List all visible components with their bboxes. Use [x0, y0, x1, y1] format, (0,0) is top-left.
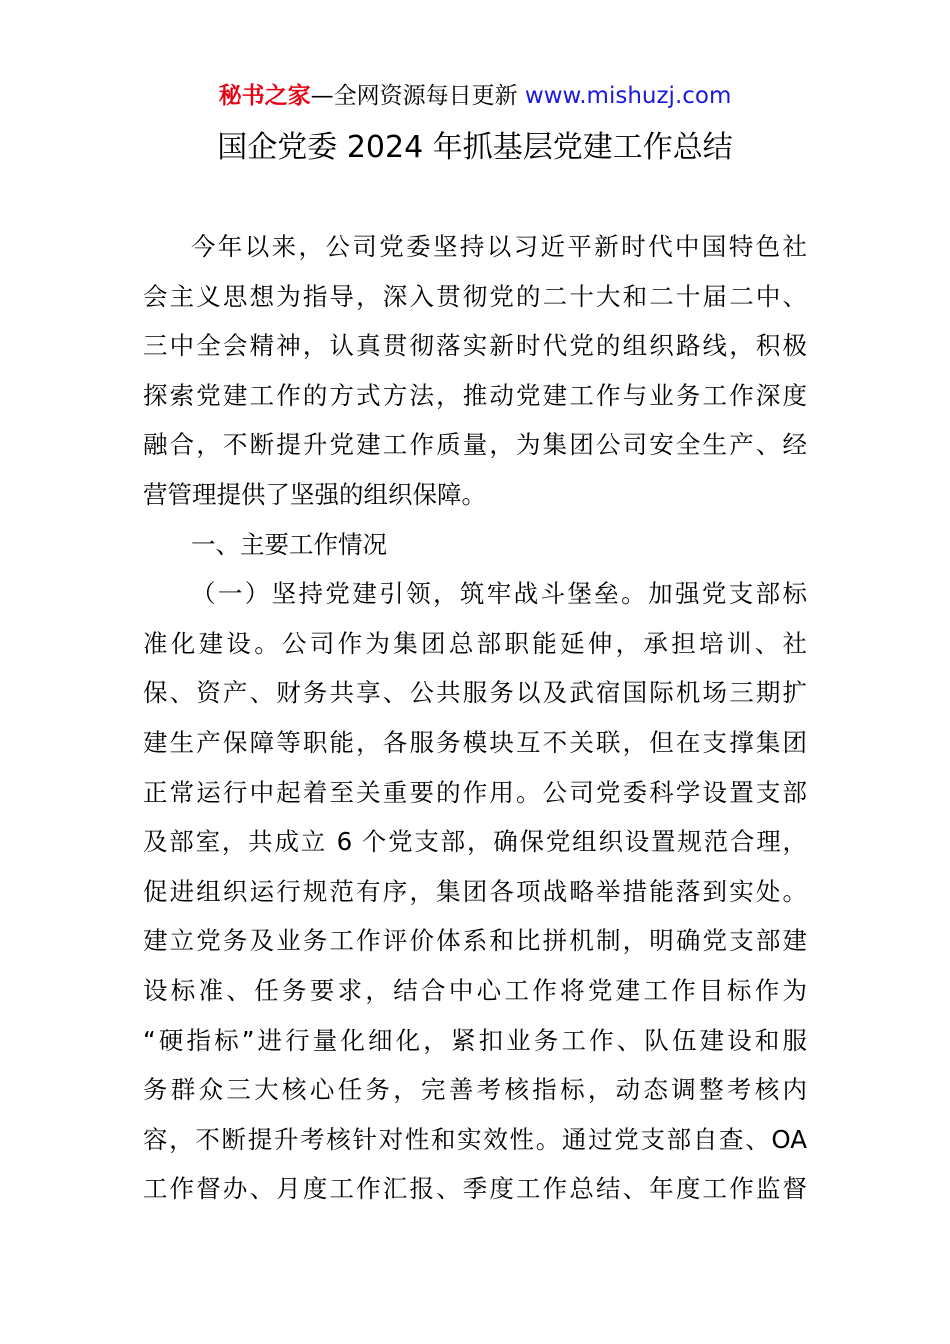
- body-text-line: 设标准、任务要求，结合中心工作将党建工作目标作为: [143, 975, 807, 1005]
- body-text-line: （一）坚持党建引领，筑牢战斗堡垒。加强党支部标: [191, 579, 807, 609]
- body-text-line: 工作督办、月度工作汇报、季度工作总结、年度工作监督: [143, 1174, 807, 1204]
- document-title: 国企党委 2024 年抓基层党建工作总结: [217, 130, 733, 165]
- body-text-line: 准化建设。公司作为集团总部职能延伸，承担培训、社: [143, 628, 807, 658]
- body-text-line: 营管理提供了坚强的组织保障。: [143, 479, 486, 509]
- body-text-line: 务群众三大核心任务，完善考核指标，动态调整考核内: [143, 1075, 807, 1105]
- banner-brand: 秘书之家: [218, 83, 311, 109]
- body-text-line: 建生产保障等职能，各服务模块互不关联，但在支撑集团: [143, 727, 807, 757]
- body-text-line: 会主义思想为指导，深入贯彻党的二十大和二十届二中、: [143, 281, 807, 311]
- banner-tagline: —全网资源每日更新: [310, 83, 518, 109]
- body-text-line: 保、资产、财务共享、公共服务以及武宿国际机场三期扩: [143, 678, 807, 708]
- banner-url-link[interactable]: www.mishuzj.com: [524, 83, 732, 109]
- body-text-line: 三中全会精神，认真贯彻落实新时代党的组织路线，积极: [143, 331, 807, 361]
- body-text-line: 及部室，共成立 6 个党支部，确保党组织设置规范合理，: [143, 827, 807, 857]
- body-text-line: “硬指标”进行量化细化，紧扣业务工作、队伍建设和服: [143, 1025, 807, 1055]
- body-text-line: 融合，不断提升党建工作质量，为集团公司安全生产、经: [143, 430, 807, 460]
- body-text-line: 建立党务及业务工作评价体系和比拼机制，明确党支部建: [143, 926, 807, 956]
- body-text-line: 一、主要工作情况: [191, 529, 387, 559]
- body-text-line: 今年以来，公司党委坚持以习近平新时代中国特色社: [191, 232, 807, 261]
- body-text-line: 促进组织运行规范有序，集团各项战略举措能落到实处。: [143, 876, 807, 906]
- body-text-line: 正常运行中起着至关重要的作用。公司党委科学设置支部: [143, 777, 807, 807]
- document-body: [143, 222, 807, 1214]
- body-text-line: 容，不断提升考核针对性和实效性。通过党支部自查、OA: [143, 1124, 807, 1154]
- site-banner: [0, 80, 950, 112]
- body-text-line: 探索党建工作的方式方法，推动党建工作与业务工作深度: [143, 380, 807, 410]
